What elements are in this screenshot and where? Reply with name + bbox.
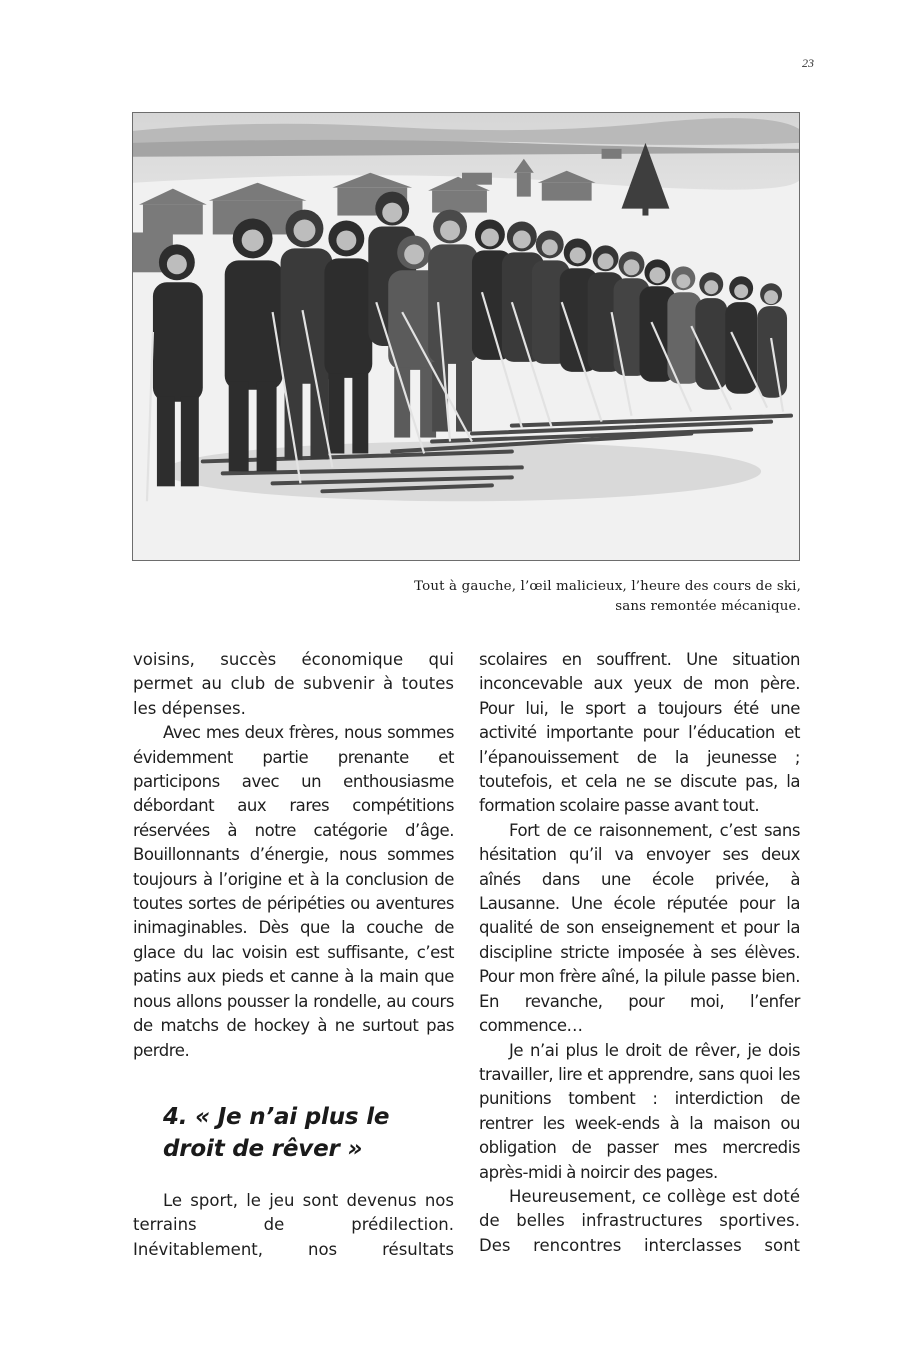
photo-caption-line: sans remontée mécanique. bbox=[615, 599, 801, 614]
paragraph: Avec mes deux frères, nous sommes évidemment partie prenante et participons avec un enthousiasme débordant aux rares compétitions réservées à notre catégorie d’âge. Bouillonnants d’énergie, nous sommes toujours à l’origine et à la conclusion de toutes sortes de péripéties ou aventures inimaginables. Dès que la couche de glace du lac voisin est suffisante, c’est patins aux pieds et canne à la main que nous allons pousser la rondelle, au cours de matchs de hockey à ne surtout pas perdre. bbox=[133, 723, 454, 1060]
ski-class-photo-icon bbox=[133, 113, 799, 560]
paragraph: Je n’ai plus le droit de rêver, je dois travailler, lire et apprendre, sans quoi les punitions tombent : interdiction de rentrer les week-ends à la maison ou obligation de passer mes mercredis après-midi à noircir des pages. bbox=[479, 1040, 800, 1182]
page-number: 23 bbox=[802, 56, 814, 70]
photo-caption-line: Tout à gauche, l’œil malicieux, l’heure des cours de ski, bbox=[414, 579, 801, 594]
left-column bbox=[133, 648, 454, 1262]
section-heading: 4. « Je n’ai plus le droit de rêver » bbox=[163, 1103, 390, 1162]
paragraph: Le sport, le jeu sont devenus nos terrains de prédilection. Inévitablement, nos résultats bbox=[133, 1190, 454, 1259]
paragraph: Fort de ce raisonnement, c’est sans hésitation qu’il va envoyer ses deux aînés dans une école privée, à Lausanne. Une école réputée pour la qualité de son enseignement et pour la discipline stricte imposée à ses élèves. Pour mon frère aîné, la pilule passe bien. En revanche, pour moi, l’enfer commence… bbox=[479, 820, 800, 1036]
paragraph: scolaires en souffrent. Une situation inconcevable aux yeux de mon père. Pour lui, le sport a toujours été une activité importante pour l’éducation et l’épanouissement de la jeunesse ; toutefois, et cela ne se discute pas, la formation scolaire passe avant tout. bbox=[479, 650, 800, 816]
photo-caption bbox=[414, 577, 801, 617]
paragraph: Heureusement, ce collège est doté de belles infrastructures sportives. Des rencontres interclasses sont bbox=[479, 1186, 800, 1255]
paragraph: voisins, succès économique qui permet au club de subvenir à toutes les dépenses. bbox=[133, 650, 454, 718]
historical-photo bbox=[132, 112, 800, 561]
right-column bbox=[479, 648, 800, 1258]
